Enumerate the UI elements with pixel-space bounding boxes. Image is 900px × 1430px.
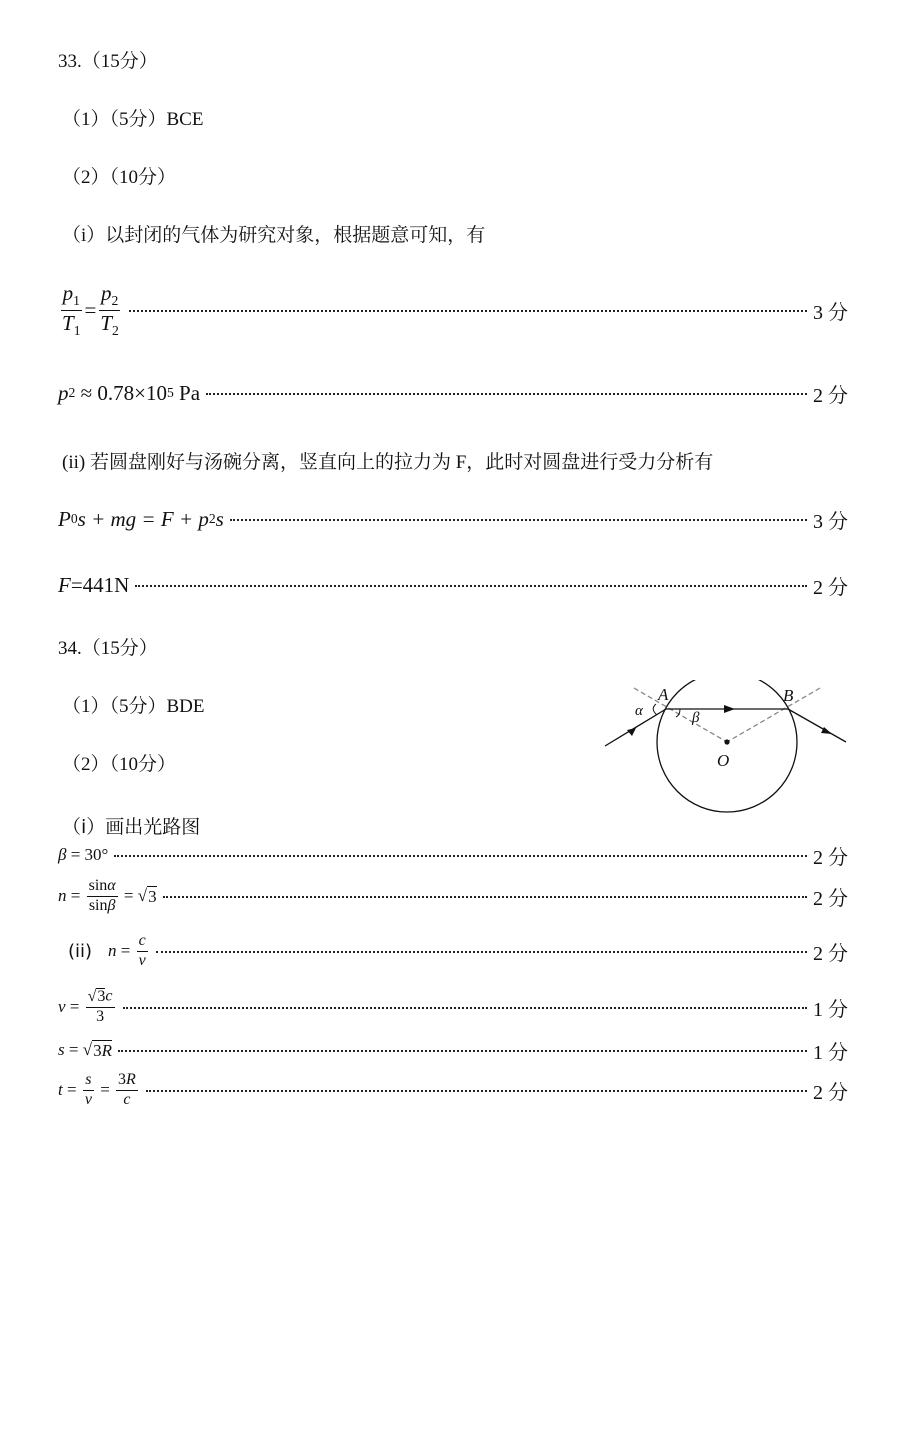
dotted-leader	[135, 569, 807, 601]
q33-eq3-row	[58, 503, 848, 535]
q34-n-score: 2 分	[813, 887, 848, 910]
q33-eq1-row	[58, 282, 848, 338]
q34-v-formula: v = √ 3 c 3	[58, 987, 113, 1025]
q34-beta-score: 2 分	[813, 846, 848, 869]
q33-eq4-score: 2 分	[813, 576, 848, 599]
q33-eq2-score: 2 分	[813, 384, 848, 407]
q33-eq3-formula: P 0 s + mg = F + p 2 s	[58, 506, 224, 531]
q34-s-formula: s = √ 3R	[58, 1040, 112, 1060]
label-A: A	[658, 685, 669, 704]
q34-n-formula: n = $\frac{\sin\alpha}{\sin\beta}$ = √ 3	[58, 876, 157, 914]
label-alpha: α	[635, 703, 643, 719]
q33-ii-intro: (ii) 若圆盘刚好与汤碗分离，竖直向上的拉力为 F，此时对圆盘进行受力分析有	[62, 452, 714, 473]
q34-t-row	[58, 1066, 848, 1114]
dotted-leader	[114, 842, 807, 868]
refracted-arrow	[724, 705, 735, 713]
sphere-outline	[657, 680, 797, 812]
q34-part1-answer: （1）（5分）BDE	[62, 696, 205, 717]
q34-i-intro: （i）画出光路图	[62, 816, 201, 838]
dotted-leader	[206, 376, 807, 410]
center-point	[724, 739, 729, 744]
dotted-leader	[230, 503, 807, 535]
q34-v-score: 1 分	[813, 998, 848, 1021]
q34-beta-row	[58, 842, 848, 868]
alpha-arc	[653, 704, 657, 715]
normal-at-B	[727, 688, 820, 742]
q34-t-score: 2 分	[813, 1081, 848, 1104]
q33-eq1-score: 3 分	[813, 301, 848, 324]
dotted-leader	[156, 928, 807, 974]
q34-s-row	[58, 1036, 848, 1064]
label-beta: β	[692, 710, 700, 726]
dotted-leader	[123, 982, 807, 1032]
q33-eq1-formula: $\frac{p_1}{T_1}$ = $\frac{p_2}{T_2}$	[62, 280, 119, 338]
q33-eq3-score: 3 分	[813, 510, 848, 533]
light-path-diagram	[600, 680, 850, 820]
q34-t-formula: t = $\frac{s}{v}$ = $\frac{3R}{c}$	[58, 1070, 136, 1108]
q34-n-row	[58, 872, 848, 920]
q33-part1-answer: （1）（5分）BCE	[62, 109, 204, 130]
q33-header: 33.（15分）	[58, 51, 158, 72]
q33-eq4-row	[58, 569, 848, 601]
q33-part2-header: （2）（10分）	[62, 167, 177, 188]
dotted-leader	[146, 1066, 807, 1114]
dotted-leader	[163, 872, 807, 920]
q33-eq4-formula: F =441N	[58, 572, 130, 597]
q34-header: 34.（15分）	[58, 638, 158, 659]
q33-eq2-row	[58, 376, 848, 410]
q33-eq2-formula: p 2 ≈ 0.78×10 5 Pa	[58, 380, 201, 405]
q33-i-intro: （i）以封闭的气体为研究对象，根据题意可知，有	[62, 225, 486, 246]
q34-nc-row	[58, 928, 848, 974]
label-O: O	[717, 751, 730, 770]
q34-s-score: 1 分	[813, 1041, 848, 1064]
normal-at-A	[634, 688, 727, 742]
q34-nc-score: 2 分	[813, 942, 848, 965]
dotted-leader	[129, 282, 807, 338]
q34-beta-formula: β = 30°	[58, 845, 109, 864]
q34-v-row	[58, 982, 848, 1032]
dotted-leader	[118, 1036, 807, 1064]
q34-nc-formula: (ii) n = $\frac{c}{v}$	[68, 931, 146, 969]
q34-part2-header: （2）（10分）	[62, 754, 177, 775]
label-B: B	[783, 686, 794, 705]
